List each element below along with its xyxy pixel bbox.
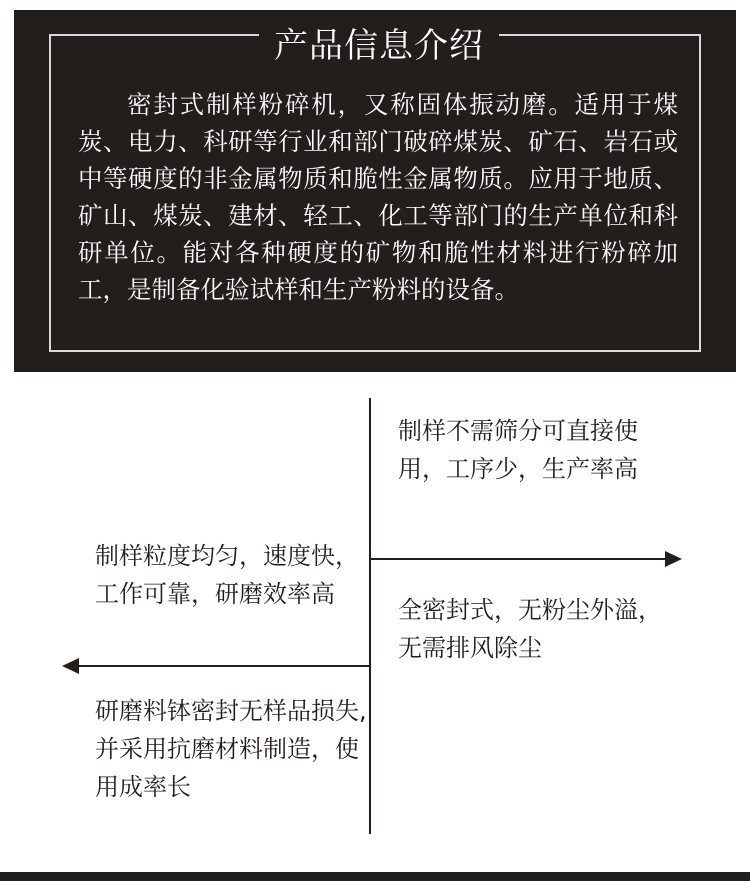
intro-title: 产品信息介绍: [259, 24, 499, 68]
bottom-dark-bar: [0, 872, 750, 881]
feature-no-sieving: 制样不需筛分可直接使用，工序少，生产率高: [398, 417, 638, 483]
arrow-right-icon: [665, 551, 682, 567]
feature-uniform-granularity: 制样粒度均匀，速度快，工作可靠，研磨效率高: [95, 542, 359, 608]
left-arrow-line: [78, 665, 369, 667]
intro-body-text: 密封式制样粉碎机，又称固体振动磨。适用于煤炭、电力、科研等行业和部门破碎煤炭、矿石、岩石或中等硬度的非金属物质和脆性金属物质。应用于地质、矿山、煤炭、建材、轻工、化工等部门的生产单位和科研单位。能对各种硬度的矿物和脆性材料进行粉碎加工，是制备化验试样和生产粉料的设备。: [78, 90, 678, 304]
right-arrow-line: [371, 558, 667, 560]
feature-no-sample-loss: 研磨料钵密封无样品损失,并采用抗磨材料制造，使用成率长: [95, 697, 367, 801]
product-intro-panel: [14, 10, 736, 372]
arrow-left-icon: [62, 658, 79, 674]
feature-fully-sealed: 全密封式，无粉尘外溢，无需排风除尘: [398, 596, 662, 662]
vertical-divider-line: [369, 398, 371, 834]
